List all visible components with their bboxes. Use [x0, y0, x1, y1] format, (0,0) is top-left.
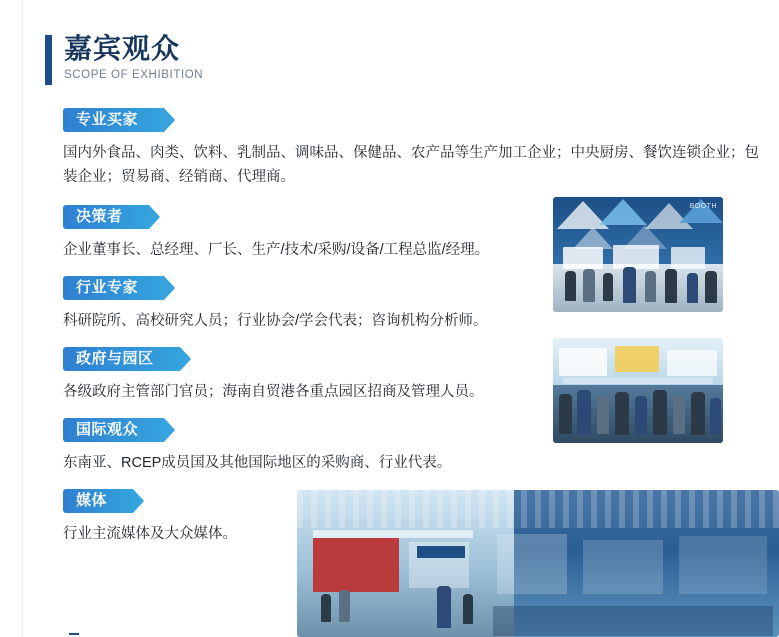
section-decision-makers [63, 205, 553, 262]
page-title [45, 32, 203, 85]
section-media [63, 489, 323, 546]
section-text: 各级政府主管部门官员；海南自贸港各重点园区招商及管理人员。 [63, 384, 484, 400]
page-content [23, 0, 779, 637]
section-industry-experts [63, 276, 553, 333]
section-tag: 决策者 [63, 205, 149, 229]
section-text: 行业主流媒体及大众媒体。 [63, 526, 237, 542]
page-title-cn: 嘉宾观众 [64, 33, 181, 64]
photo-caption: BOOTH [689, 203, 717, 210]
page-title-en: SCOPE OF EXHIBITION [64, 69, 204, 81]
section-government-parks [63, 347, 553, 404]
exhibition-crowd-photo [553, 338, 723, 443]
left-margin-strip [0, 0, 23, 637]
section-tag: 专业买家 [63, 108, 164, 132]
section-tag: 行业专家 [63, 276, 164, 300]
section-professional-buyers [63, 108, 763, 189]
section-text: 科研院所、高校研究人员；行业协会/学会代表；咨询机构分析师。 [63, 313, 488, 329]
exhibition-hall-wide-photo [297, 490, 779, 637]
section-text: 企业董事长、总经理、厂长、生产/技术/采购/设备/工程总监/经理。 [63, 242, 490, 258]
section-tag: 国际观众 [63, 418, 164, 442]
section-tag: 政府与园区 [63, 347, 180, 371]
title-accent-bar [45, 35, 52, 85]
exhibition-booth-photo [553, 197, 723, 312]
section-text: 东南亚、RCEP成员国及其他国际地区的采购商、行业代表。 [63, 455, 452, 471]
section-tag: 媒体 [63, 489, 133, 513]
bottom-accent-mark [69, 633, 79, 635]
section-text: 国内外食品、肉类、饮料、乳制品、调味品、保健品、农产品等生产加工企业；中央厨房、餐饮连锁企业；包装企业；贸易商、经销商、代理商。 [63, 145, 759, 185]
